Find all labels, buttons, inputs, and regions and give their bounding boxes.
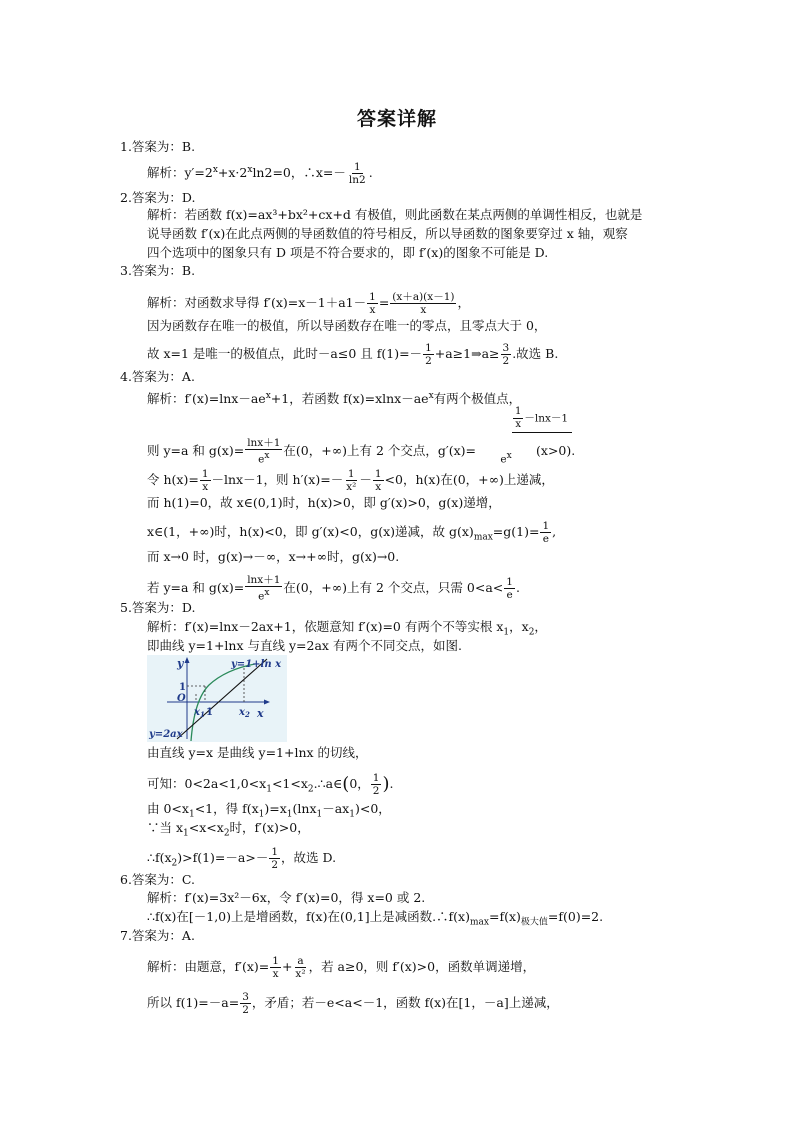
fraction: $\frac{\ln x+1}{ex}$: [247, 437, 281, 466]
q5-line-3: 由直线 y=x 是曲线 y=1+lnx 的切线，: [147, 745, 368, 760]
q4-compound-numerator: $\frac{1}{x}$ －lnx－1: [512, 406, 584, 433]
fraction: $\frac{1}{e}$: [542, 520, 550, 545]
q5-line-2: 即曲线 y=1+lnx 与直线 y=2ax 有两个不同交点，如图.: [147, 638, 462, 653]
fraction: $\frac{1}{2}$: [372, 772, 380, 797]
q7-answer: 7.答案为：A.: [120, 928, 195, 943]
q4-answer: 4.答案为：A.: [120, 369, 195, 384]
fraction: $\frac{1}{x}$: [201, 468, 209, 493]
q3-line-1: 解析：对函数求导得 f′(x)=x－1＋a1－ $\frac{1}{x}$ = $\frac{(x+a)(x-1)}{x}$ ，: [147, 291, 470, 316]
fraction: $\frac{3}{2}$: [502, 342, 510, 367]
q6-line-2: ∴f(x)在[－1,0)上是增函数，f(x)在(0,1]上是减函数$.\therefore f(x)_{max}=f(x)_{极大值}=f(0)=2$.: [147, 909, 604, 928]
y-axis-arrow: [185, 657, 190, 663]
fraction: $\frac{1}{\ln 2}$: [348, 161, 366, 186]
x-axis-label: x: [257, 707, 264, 720]
fraction: $\frac{\ln x+1}{ex}$: [247, 574, 281, 603]
fraction: $\frac{1}{2}$: [425, 342, 432, 367]
y-axis-label: y: [177, 657, 184, 670]
line-label: y=2ax: [149, 729, 183, 740]
q4-line-5: x∈(1，+∞)时，h(x)<0，即 g′(x)<0，g(x)递减，故 $g(x)_{max}=g(1)=$ $\frac{1}{e}$ ,: [147, 520, 557, 545]
q2-line-1: 解析：若函数 f(x)=ax³+bx²+cx+d 有极值，则此函数在某点两侧的单调性相反，也就是: [147, 207, 643, 222]
q4-line-4: 而 h(1)=0，故 x∈(0,1)时，h(x)>0，即 g′(x)>0，g(x)递增，: [147, 495, 501, 510]
fraction: $\frac{1}{\text{x²}}$: [346, 468, 357, 493]
q5-line-6: ∵当 $x_1<x<x_2$时，f′(x)>0，: [147, 820, 310, 839]
line-2ax: [177, 659, 267, 739]
fraction: $\frac{1}{x}$: [272, 955, 279, 980]
q6-answer: 6.答案为：C.: [120, 872, 196, 887]
page-title: 答案详解: [356, 108, 437, 130]
x2-label: $x_2$: [239, 707, 250, 719]
q7-line-2: 所以 f(1)=－a= $\frac{3}{2}$ ，矛盾；若－e<a<－1，函数 f(x)在[1，－a]上递减，: [147, 991, 559, 1016]
q2-line-2: 说导函数 f′(x)在此点两侧的导函数值的符号相反，所以导函数的图象要穿过 x 轴，观察: [147, 226, 628, 241]
q4-line-3: 令 h(x)= $\frac{1}{x}$ －lnx－1，则 h′(x)=－ $\frac{1}{\text{x²}}$ － $\frac{1}{x}$ <0，h(x)在(0，+∞)上递减，: [147, 468, 554, 493]
q4-line-7: 若 y=a 和 g(x)= $\frac{\ln x+1}{ex}$ 在(0，+∞)上有 2 个交点，只需 0<a< $\frac{1}{e}$ .: [147, 574, 520, 603]
q1-analysis: 解析：$y'=2^x+x\cdot 2^x\ln 2=0$，∴x=－ $\frac{1}{\ln 2}$ .: [147, 161, 373, 186]
fraction: $\frac{a}{\text{x²}}$: [295, 955, 306, 980]
q5-line-1: 解析：f′(x)=lnx－2ax+1，依题意知 f′(x)=0 有两个不等实根 $x_1$，$x_2$，: [147, 619, 547, 638]
graph-svg: [147, 655, 287, 742]
origin-label: O: [177, 693, 186, 704]
q5-line-4: 可知：$0<2a<1,0<x_1<1<x_2.\therefore a\in(0$， $\frac{1}{2}$ ).: [147, 772, 394, 797]
q3-line-3: 故 x=1 是唯一的极值点，此时－a≤0 且 f(1)=－ $\frac{1}{2}$ +a≥1⇒a≥ $\frac{3}{2}$ .故选 B.: [147, 342, 559, 367]
x-axis-arrow: [264, 700, 270, 705]
q2-answer: 2.答案为：D.: [120, 190, 196, 205]
q4-line-1: 解析：$f'(x)=\ln x-ae^x+1$，若函数 $f(x)=xlnx-ae^x$有两个极值点，: [147, 391, 522, 407]
q5-line-5: 由 $0<x_1<1$，得 $f(x_1)=x_1(\ln x_1-ax_1)<0$，: [147, 801, 391, 820]
q3-line-2: 因为函数存在唯一的极值，所以导函数存在唯一的零点，且零点大于 0，: [147, 318, 547, 333]
q5-line-7: $\therefore f(x_2)>f(1)=-a>-$ $\frac{1}{2}$ ，故选 D.: [147, 846, 337, 871]
intersection-graph: [147, 655, 287, 742]
q4-line-6: 而 x→0 时，g(x)→－∞，x→+∞时，g(x)→0.: [147, 549, 400, 564]
fraction: $\frac{1}{e}$: [506, 575, 513, 601]
q1-answer: 1.答案为：B.: [120, 139, 196, 154]
tick-one-label: 1: [179, 682, 186, 693]
fraction: $\frac{(x+a)(x-1)}{x}$: [392, 291, 455, 316]
fraction: $\frac{1}{x}$: [374, 468, 382, 493]
fraction: $\frac{3}{2}$: [242, 991, 249, 1016]
one-b-label: 1: [206, 707, 213, 718]
x1-label: $x_1$: [194, 707, 205, 719]
q3-answer: 3.答案为：B.: [120, 263, 196, 278]
q2-line-3: 四个选项中的图象只有 D 项是不符合要求的，即 f′(x)的图象不可能是 D.: [147, 245, 549, 260]
q7-line-1: 解析：由题意，f′(x)= $\frac{1}{x}$ + $\frac{a}{\text{x²}}$ ，若 a≥0，则 f′(x)>0，函数单调递增，: [147, 955, 536, 980]
curve-label: y=1+ln x: [231, 659, 282, 670]
q4-line-2: 则 y=a 和 g(x)= $\frac{\ln x+1}{ex}$ 在(0，+∞)上有 2 个交点，g′(x)=ex (x>0).: [147, 437, 576, 466]
q5-answer: 5.答案为：D.: [120, 600, 196, 615]
fraction: $\frac{1}{x}$: [369, 291, 376, 316]
fraction: $\frac{1}{2}$: [271, 846, 279, 871]
q6-line-1: 解析：f′(x)=3x²－6x，令 f′(x)=0，得 x=0 或 2.: [147, 890, 426, 905]
